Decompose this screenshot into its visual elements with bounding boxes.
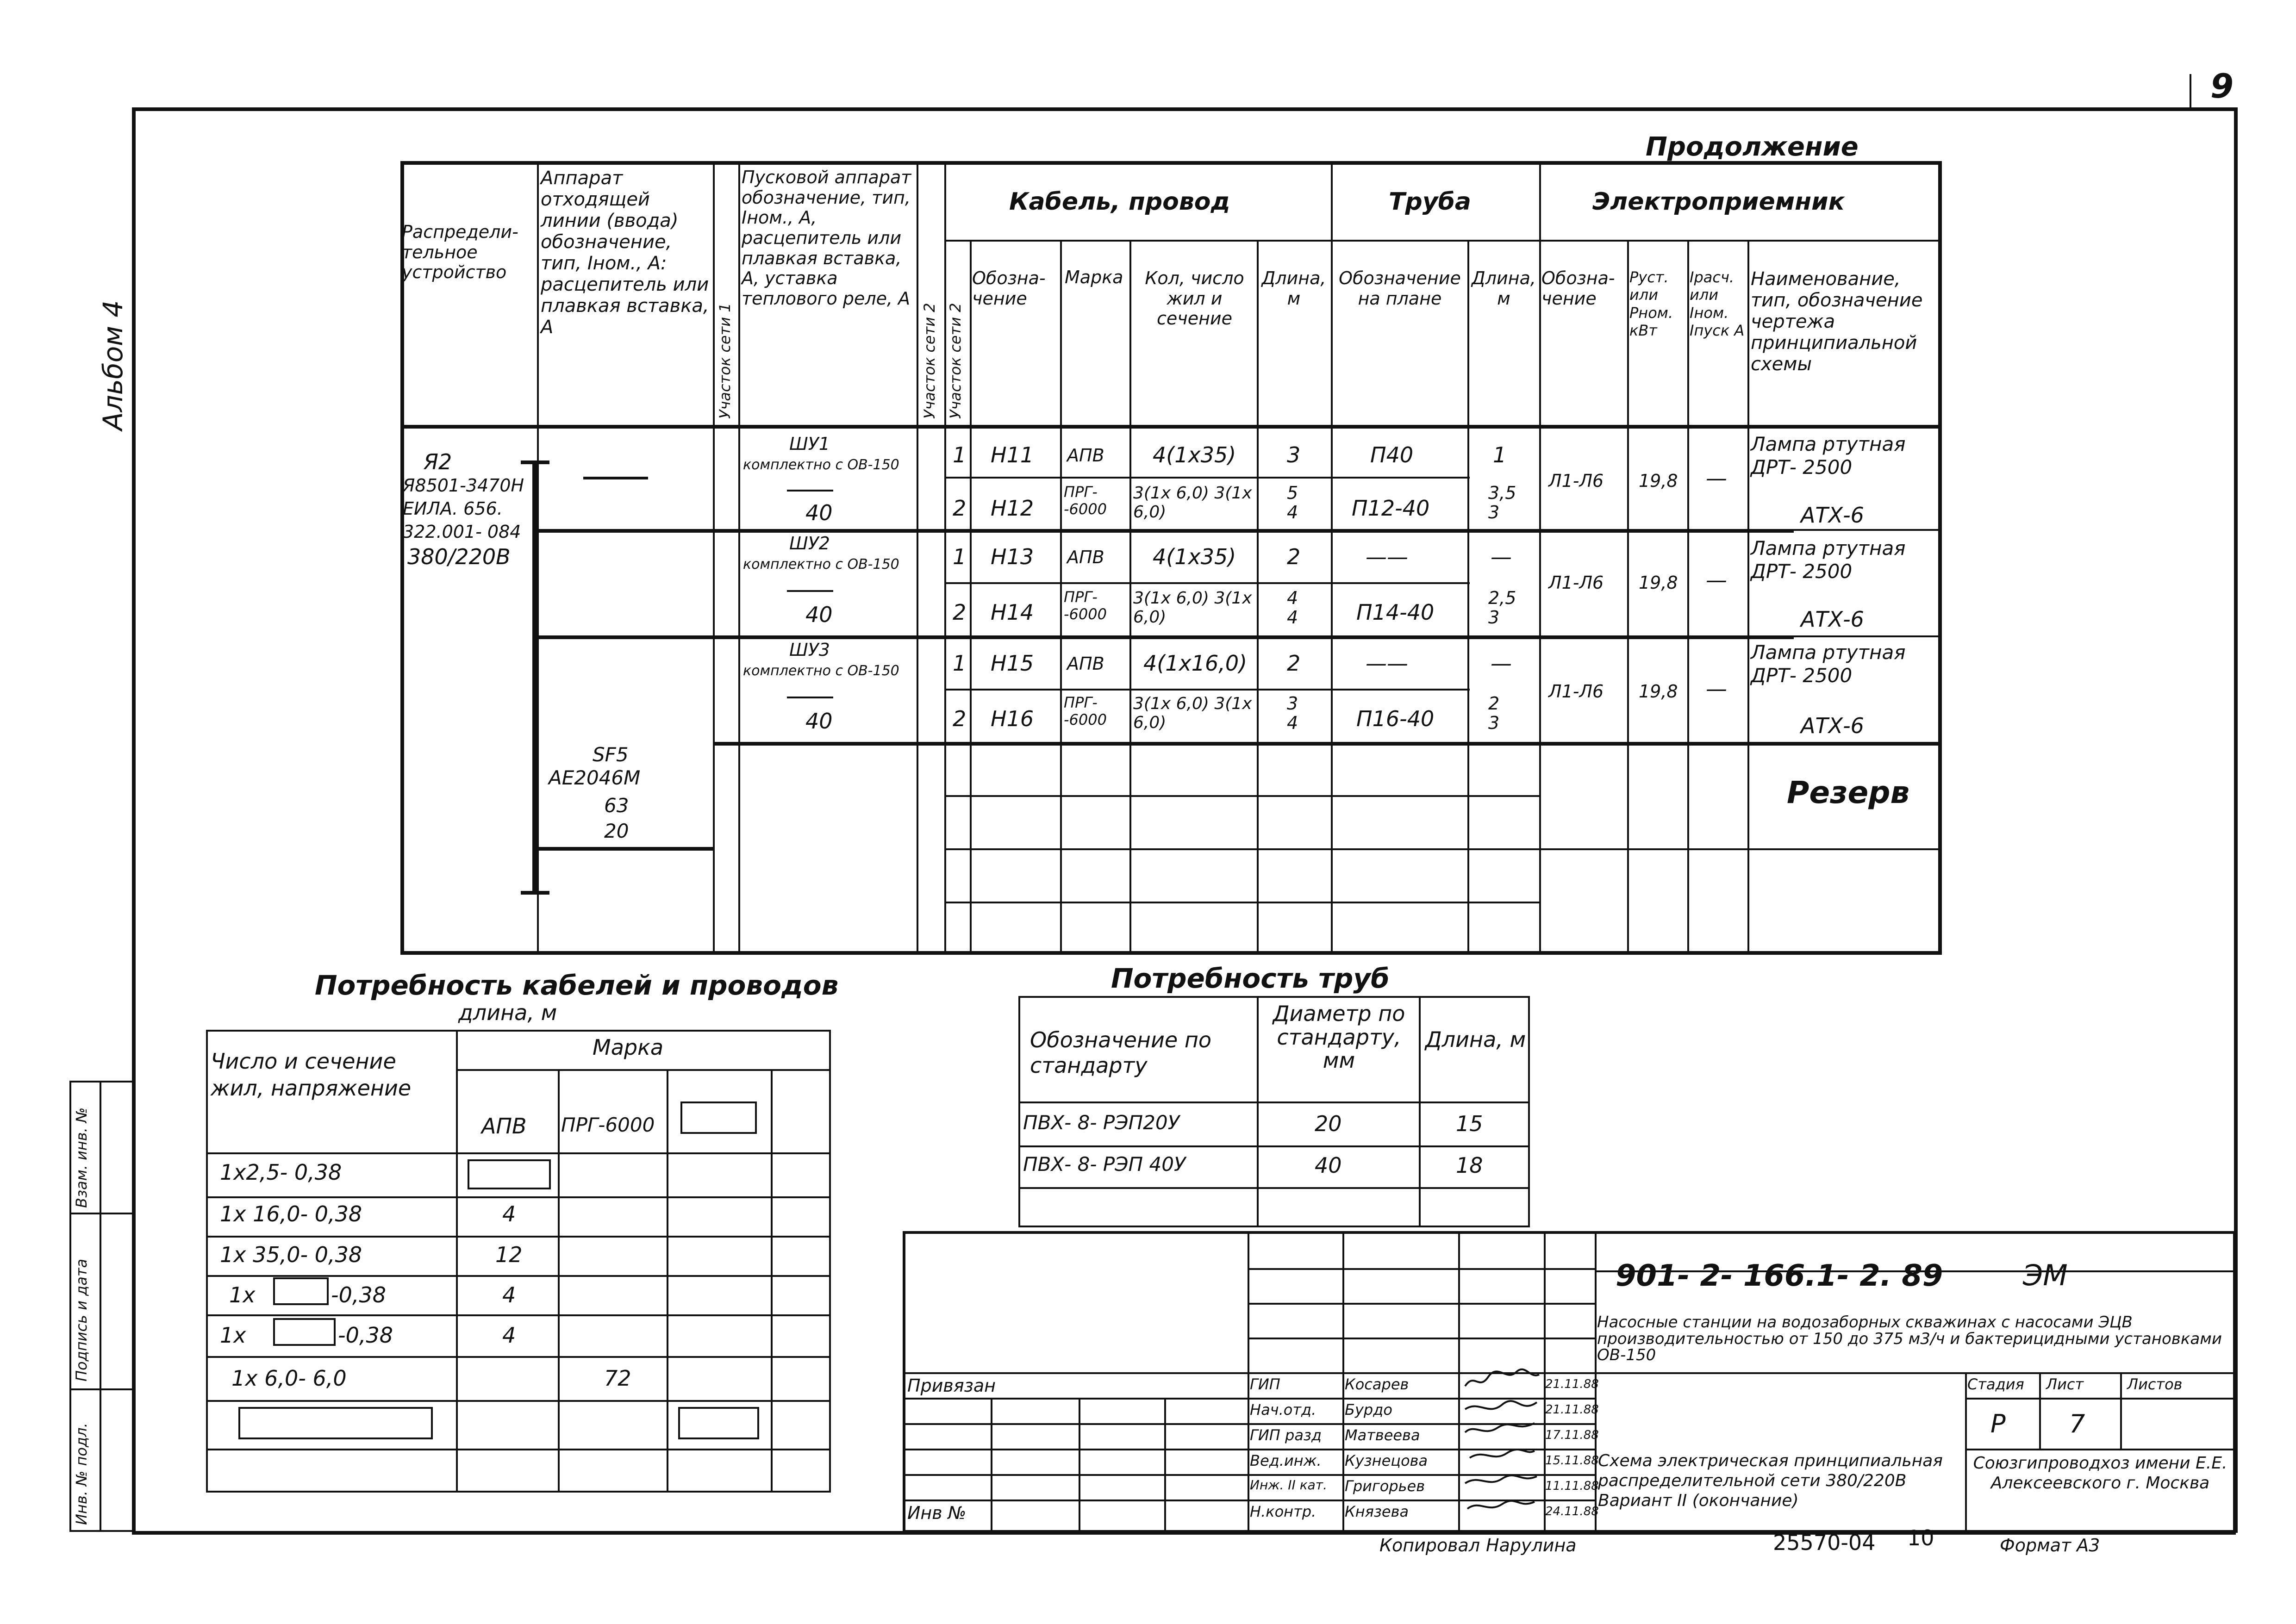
hdr-receiver-group: Электроприемник <box>1592 188 1845 216</box>
footer-page: 10 <box>1907 1525 1934 1550</box>
hdr-receiver-power: Руст. или Рном. кВт <box>1629 268 1673 340</box>
g3-r2-length: 3 4 <box>1287 693 1298 733</box>
hdr-receiver-designation: Обозна-чение <box>1541 268 1615 309</box>
person-role: ГИП <box>1250 1375 1280 1393</box>
g3-r2-designation: Н16 <box>991 706 1034 731</box>
hdr-network-section-2: Участок сети 2 <box>921 303 938 419</box>
col-line <box>944 161 946 955</box>
g1-starter-type: комплектно с ОВ-150 <box>743 457 899 473</box>
g1-r2-designation: Н12 <box>991 496 1034 521</box>
g1-apparatus: АТХ-6 <box>1801 503 1864 528</box>
col-line <box>1539 161 1541 955</box>
cable-row-label: 1х 35,0- 0,38 <box>220 1242 362 1267</box>
g3-r2-count: 3(1х 6,0) 3(1х 6,0) <box>1133 694 1252 733</box>
cable-row-apv: 4 <box>502 1201 516 1226</box>
g3-setting: 40 <box>805 709 833 734</box>
hdr-cable-length: Длина, м <box>1261 268 1326 309</box>
g2-r2-brand: ПРГ- -6000 <box>1064 588 1107 623</box>
g3-starter-type: комплектно с ОВ-150 <box>743 663 899 679</box>
hdr-receiver-name: Наименование, тип, обозначение чертежа принципиальной схемы <box>1751 268 1923 375</box>
g2-power: 19,8 <box>1639 572 1678 593</box>
row-line <box>206 1356 831 1358</box>
col-line <box>1687 240 1689 955</box>
cable-needs-subtitle: длина, м <box>458 1000 557 1025</box>
person-role: Н.контр. <box>1250 1503 1316 1520</box>
pipe-hdr-designation: Обозначение по стандарту <box>1030 1027 1212 1078</box>
stage-value: Р <box>1990 1409 2006 1438</box>
reserve-line <box>537 847 713 851</box>
sheet-title: Схема электрическая принципиальная распределительной сети 380/220В Вариант II (окончание) <box>1598 1451 1943 1511</box>
cable-row-apv: 4 <box>502 1323 516 1348</box>
pipe-row-diameter: 20 <box>1315 1111 1342 1136</box>
cable-row-label-a: 1х <box>220 1323 246 1348</box>
project-name: Насосные станции на водозаборных скважинах с насосами ЭЦВ производительностью от 150 до 375 м3/ч и бактерицидными установками ОВ-150 <box>1597 1313 2222 1365</box>
g3-fraction-line <box>787 697 833 698</box>
g1-r1-pipe-length: 1 <box>1493 442 1507 467</box>
col-line <box>667 1069 668 1493</box>
person-date: 21.11.88 <box>1545 1403 1599 1417</box>
busbar-cap <box>521 460 549 464</box>
person-date: 11.11.88 <box>1545 1479 1599 1493</box>
person-name: Князева <box>1345 1503 1409 1520</box>
col-line <box>1747 240 1749 955</box>
cable-brand-prg: ПРГ-6000 <box>561 1114 655 1136</box>
tb-line <box>1248 1338 1595 1339</box>
g2-r2-pipe-length: 2,5 3 <box>1488 588 1516 628</box>
g3-r2-pipe-length: 2 3 <box>1488 693 1500 733</box>
pipe-hdr-diameter: Диаметр по стандарту, мм <box>1273 1001 1405 1073</box>
pipe-row-designation: ПВХ- 8- РЭП 40У <box>1023 1153 1186 1176</box>
row-line <box>944 689 1470 691</box>
g3-r1-length: 2 <box>1287 651 1301 676</box>
side-stamp-line <box>69 1388 134 1390</box>
reserve-breaker-name: SF5 <box>593 743 629 766</box>
col-line <box>558 1069 560 1493</box>
blank-section-box[interactable] <box>273 1318 336 1346</box>
group-divider <box>713 742 1942 746</box>
stage-label: Стадия <box>1967 1375 2024 1393</box>
cable-row-label-b: -0,38 <box>331 1282 387 1307</box>
row-line <box>206 1152 831 1154</box>
g3-apparatus: АТХ-6 <box>1801 713 1864 738</box>
side-stamp-line <box>69 1213 134 1214</box>
hdr-cable-designation: Обозна-чение <box>972 268 1046 309</box>
col-line <box>1129 240 1131 955</box>
g1-starter: ШУ1 <box>789 434 830 454</box>
doc-code: 901- 2- 166.1- 2. 89 <box>1616 1259 1943 1293</box>
g2-r1-pipe: —— <box>1366 544 1408 569</box>
sheets-label: Листов <box>2127 1375 2183 1393</box>
g1-r1-count: 4(1х35) <box>1153 442 1236 467</box>
hdr-cable-count: Кол, число жил и сечение <box>1145 268 1244 329</box>
hdr-cable-group: Кабель, провод <box>1009 188 1230 216</box>
row-line <box>206 1400 831 1402</box>
cable-row-label: 1х2,5- 0,38 <box>220 1160 342 1185</box>
cable-needs-title: Потребность кабелей и проводов <box>315 970 839 1001</box>
person-name: Косарев <box>1345 1375 1409 1393</box>
cable-brand-header: Марка <box>593 1035 664 1060</box>
row-line <box>944 477 1470 479</box>
g1-r1-section: 1 <box>953 442 967 467</box>
blank-row-box[interactable] <box>238 1407 433 1439</box>
pipe-hdr-length: Длина, м <box>1425 1027 1526 1052</box>
tb-line <box>2039 1372 2041 1449</box>
reserve-breaker-rating: 63 <box>604 794 629 817</box>
g3-starter: ШУ3 <box>789 640 830 660</box>
g2-receiver: Л1-Л6 <box>1548 572 1604 593</box>
hdr-receiver-current: Iрасч. или Iном. Iпуск А <box>1690 268 1745 340</box>
row-line <box>944 795 1539 797</box>
g1-lamp: Лампа ртутная ДРТ- 2500 <box>1751 433 1906 479</box>
copied-label: Копировал <box>1379 1535 1480 1556</box>
row-line <box>456 1069 831 1071</box>
group-divider <box>537 635 1794 639</box>
g1-r2-pipe: П12-40 <box>1352 496 1430 521</box>
row-line <box>206 1196 831 1198</box>
tb-line <box>1248 1268 1595 1270</box>
g1-r2-length: 5 4 <box>1287 483 1298 523</box>
blank-row-box[interactable] <box>678 1407 759 1439</box>
copier-name: Нарулина <box>1486 1535 1577 1556</box>
g3-power: 19,8 <box>1639 681 1678 702</box>
cable-row-apv: 12 <box>495 1242 523 1267</box>
g3-r1-designation: Н15 <box>991 651 1034 676</box>
blank-section-box[interactable] <box>273 1277 329 1305</box>
row-line <box>1018 1187 1530 1189</box>
row-line <box>206 1236 831 1238</box>
device-voltage: 380/220В <box>407 544 511 569</box>
person-date: 21.11.88 <box>1545 1377 1599 1391</box>
col-line <box>456 1030 458 1493</box>
device-name: Я2 <box>424 449 452 474</box>
g2-lamp: Лампа ртутная ДРТ- 2500 <box>1751 537 1906 583</box>
continuation-label: Продолжение <box>1646 132 1859 162</box>
g1-current: — <box>1706 466 1727 491</box>
cable-row-label-a: 1х <box>229 1282 256 1307</box>
person-role: ГИП разд <box>1250 1426 1322 1444</box>
tb-line <box>1458 1231 1460 1533</box>
hdr-network-section: Участок сети 2 <box>947 303 964 419</box>
pipe-row-diameter: 40 <box>1315 1153 1342 1178</box>
g2-fraction-line <box>787 590 833 592</box>
tb-line <box>1965 1372 1967 1533</box>
person-name: Матвеева <box>1345 1426 1420 1444</box>
blank-value-box[interactable] <box>468 1159 551 1189</box>
format-label: Формат А3 <box>2000 1535 2100 1556</box>
tb-line <box>903 1372 2236 1374</box>
row-line <box>944 902 1539 903</box>
hdr-pipe-length: Длина, м <box>1472 268 1536 309</box>
g3-r2-brand: ПРГ- -6000 <box>1064 694 1107 728</box>
cable-row-label-b: -0,38 <box>338 1323 393 1348</box>
tb-line <box>991 1398 992 1533</box>
row-line <box>1018 1145 1530 1147</box>
g1-r2-count: 3(1х 6,0) 3(1х 6,0) <box>1133 484 1252 522</box>
receiver-row-line <box>1747 635 1942 637</box>
row-line <box>944 848 1539 850</box>
group-header-line <box>944 240 1942 242</box>
person-role: Нач.отд. <box>1250 1401 1316 1419</box>
reserve-label: Резерв <box>1787 775 1910 810</box>
row-line <box>1539 848 1942 850</box>
g3-current: — <box>1706 676 1727 701</box>
g1-r1-pipe: П40 <box>1370 442 1414 467</box>
g1-r2-section: 2 <box>953 496 967 521</box>
main-header-bottom <box>400 425 1942 429</box>
side-stamp-inv: Инв. № подл. <box>73 1423 90 1525</box>
archive-number: 25570-04 <box>1773 1530 1876 1555</box>
person-role: Вед.инж. <box>1250 1452 1322 1469</box>
g2-r2-count: 3(1х 6,0) 3(1х 6,0) <box>1133 589 1252 627</box>
col-line <box>1627 240 1629 955</box>
inv-label: Инв № <box>907 1503 967 1523</box>
cable-row-prg: 72 <box>604 1366 631 1391</box>
tb-line <box>1342 1231 1344 1533</box>
tb-line <box>1965 1398 2236 1400</box>
signatures <box>1460 1363 1544 1530</box>
g3-r1-section: 1 <box>953 651 967 676</box>
frame-top <box>132 107 2236 111</box>
g1-r2-brand: ПРГ- -6000 <box>1064 483 1107 518</box>
col-line <box>771 1069 773 1493</box>
col-line <box>713 161 715 955</box>
row-line <box>206 1275 831 1277</box>
g3-receiver: Л1-Л6 <box>1548 681 1604 702</box>
g2-r2-section: 2 <box>953 600 967 625</box>
row-line <box>206 1314 831 1316</box>
person-date: 24.11.88 <box>1545 1505 1599 1518</box>
hdr-network-section-1: Участок сети 1 <box>716 303 734 419</box>
person-date: 15.11.88 <box>1545 1454 1599 1468</box>
blank-brand-box[interactable] <box>680 1101 757 1134</box>
g1-power: 19,8 <box>1639 471 1678 491</box>
hdr-pipe-designation: Обозначение на плане <box>1339 268 1461 309</box>
receiver-row-line <box>1747 529 1942 531</box>
g2-r1-pipe-length: — <box>1491 544 1512 569</box>
hdr-outgoing-apparatus: Аппарат отходящей линии (ввода) обозначение, тип, Iном., А: расцепитель или плавкая вставка, А <box>541 168 709 338</box>
g2-starter-type: комплектно с ОВ-150 <box>743 556 899 572</box>
tb-line <box>1164 1398 1166 1533</box>
person-name: Кузнецова <box>1345 1452 1428 1469</box>
col-line <box>1257 240 1259 955</box>
outgoing-dash <box>583 477 648 479</box>
side-stamp-line <box>100 1081 101 1532</box>
g3-r2-section: 2 <box>953 706 967 731</box>
g2-r2-designation: Н14 <box>991 600 1034 625</box>
cable-row-apv: 4 <box>502 1282 516 1307</box>
g1-receiver: Л1-Л6 <box>1548 471 1604 491</box>
tb-line <box>1248 1303 1595 1305</box>
pipe-needs-title: Потребность труб <box>1111 963 1390 994</box>
g1-r1-brand: АПВ <box>1067 445 1104 466</box>
side-stamp-replace: Взам. инв. № <box>73 1107 90 1208</box>
tb-line <box>1079 1398 1080 1533</box>
tb-line <box>1965 1449 2236 1450</box>
organization: Союзгипроводхоз имени Е.Е. Алексеевского г. Москва <box>1973 1454 2227 1493</box>
row-line <box>944 582 1470 584</box>
pipe-row-designation: ПВХ- 8- РЭП20У <box>1023 1111 1180 1134</box>
busbar <box>532 460 539 893</box>
g1-r2-pipe-length: 3,5 3 <box>1488 483 1516 523</box>
group-divider <box>537 529 1794 533</box>
col-line <box>917 161 918 955</box>
sheet-value: 7 <box>2069 1409 2085 1438</box>
g2-r2-length: 4 4 <box>1287 588 1298 628</box>
person-name: Бурдо <box>1345 1401 1392 1419</box>
g2-setting: 40 <box>805 602 833 627</box>
col-line <box>1331 161 1333 955</box>
col-line <box>1419 996 1421 1227</box>
g1-r1-length: 3 <box>1287 442 1301 467</box>
sheet-label: Лист <box>2046 1375 2084 1393</box>
pipe-row-length: 18 <box>1456 1153 1483 1178</box>
g2-current: — <box>1706 567 1727 592</box>
g2-r1-designation: Н13 <box>991 544 1034 569</box>
g2-apparatus: АТХ-6 <box>1801 607 1864 632</box>
g3-r1-pipe-length: — <box>1491 651 1512 676</box>
pipe-row-length: 15 <box>1456 1111 1483 1136</box>
tb-line <box>2120 1372 2122 1449</box>
hdr-distribution-device: Распредели-тельное устройство <box>402 222 518 283</box>
col-line <box>970 240 972 955</box>
cable-col-header: Число и сечение жил, напряжение <box>211 1049 412 1101</box>
col-line <box>1060 240 1062 955</box>
album-label: Альбом 4 <box>97 300 129 430</box>
hdr-pipe-group: Труба <box>1389 188 1471 216</box>
linked-label: Привязан <box>907 1375 996 1396</box>
person-name: Григорьев <box>1345 1477 1425 1495</box>
tb-line <box>1248 1231 1249 1533</box>
side-stamp-sign: Подпись и дата <box>73 1258 90 1381</box>
g2-r1-section: 1 <box>953 544 967 569</box>
page-number: 9 <box>2210 67 2234 106</box>
person-role: Инж. II кат. <box>1250 1477 1327 1493</box>
g2-r1-count: 4(1х35) <box>1153 544 1236 569</box>
g2-r2-pipe: П14-40 <box>1356 600 1435 625</box>
g1-r1-designation: Н11 <box>991 442 1034 467</box>
g1-setting: 40 <box>805 500 833 525</box>
busbar-cap <box>521 891 549 895</box>
g3-r2-pipe: П16-40 <box>1356 706 1435 731</box>
col-line <box>738 161 740 955</box>
page-number-tick <box>2190 74 2191 109</box>
reserve-breaker-type: АЕ2046М <box>549 766 641 789</box>
person-date: 17.11.88 <box>1545 1428 1599 1442</box>
g3-r1-brand: АПВ <box>1067 653 1104 674</box>
device-code1: ЕИЛА. 656. <box>403 498 503 519</box>
g3-r1-pipe: —— <box>1366 651 1408 676</box>
row-line <box>206 1449 831 1450</box>
g3-lamp: Лампа ртутная ДРТ- 2500 <box>1751 641 1906 687</box>
cable-row-label: 1х 6,0- 6,0 <box>231 1366 347 1391</box>
g2-r1-length: 2 <box>1287 544 1301 569</box>
g3-r1-count: 4(1х16,0) <box>1143 651 1248 676</box>
cable-brand-apv: АПВ <box>481 1114 527 1139</box>
cable-row-label: 1х 16,0- 0,38 <box>220 1201 362 1226</box>
row-line <box>1018 1101 1530 1103</box>
hdr-starting-apparatus: Пусковой аппарат обозначение, тип, Iном., А, расцепитель или плавкая вставка, А, уставка теплового реле, А <box>742 167 911 309</box>
device-type: Я8501-3470Н <box>403 475 524 496</box>
col-line <box>1467 240 1469 955</box>
device-code2: 322.001- 084 <box>403 522 521 542</box>
doc-mark: ЭМ <box>2023 1258 2068 1292</box>
reserve-breaker-setting: 20 <box>604 820 629 842</box>
col-line <box>1257 996 1259 1227</box>
g2-starter: ШУ2 <box>789 533 830 554</box>
g1-fraction-line <box>787 490 833 492</box>
g2-r1-brand: АПВ <box>1067 547 1104 567</box>
hdr-cable-brand: Марка <box>1065 267 1123 287</box>
